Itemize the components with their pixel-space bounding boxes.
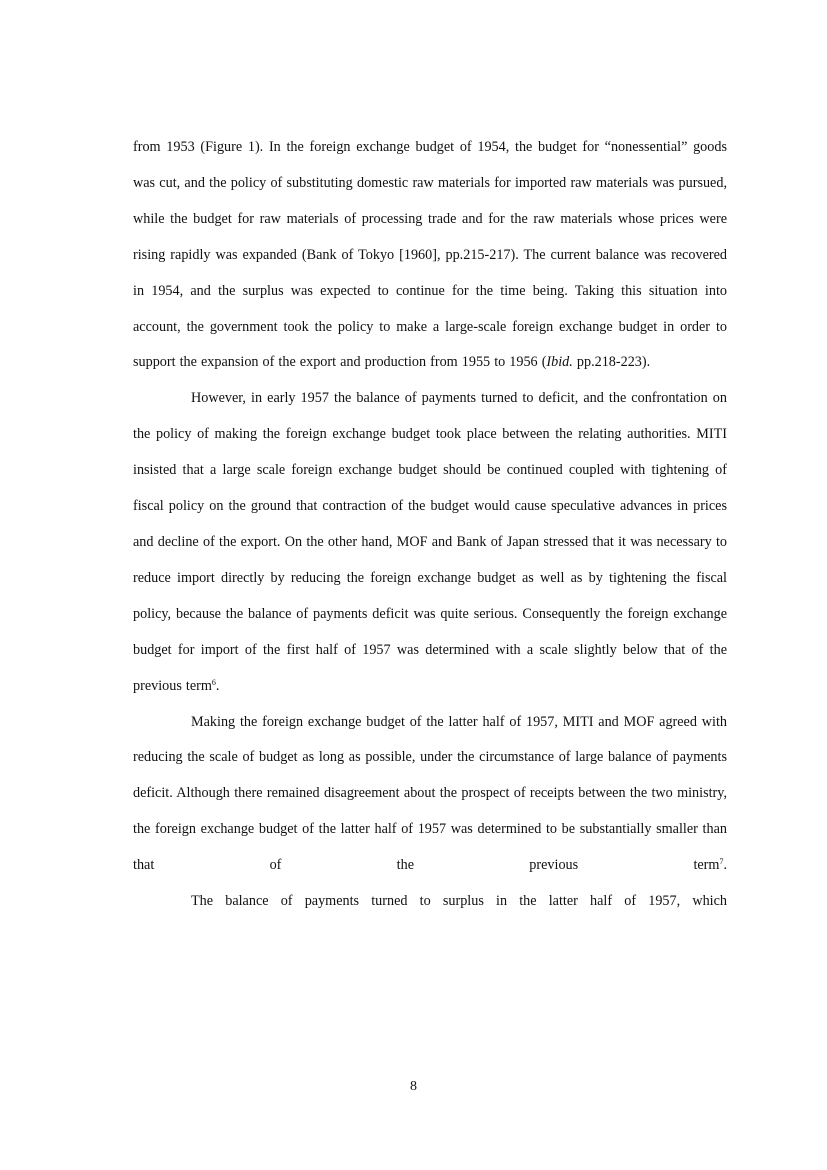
page-number: 8 [410, 1079, 417, 1094]
paragraph-3-text-b: . [723, 857, 727, 874]
paragraph-2-text-b: . [215, 677, 220, 694]
footnote-ref-7: 7 [719, 857, 724, 867]
ibid-citation: Ibid. [546, 354, 573, 371]
paragraph-1-text-b: pp.218-223). [572, 354, 651, 371]
paragraph-3-text-a: Making the foreign exchange budget of the latter half of 1957, MITI and MOF agreed with reducing the scale of budget as long as possible, under the circumstance of large balance of payments deficit. Although there remained disagreement about the prospect of receipts between the two ministry, the foreign exchange budget of the latter half of 1957 was determined to be substantially smaller than that of the previous term [133, 713, 727, 874]
footnote-ref-6: 6 [211, 677, 216, 687]
paragraph-3 [133, 705, 727, 885]
paragraph-4 [133, 884, 727, 920]
paragraph-2 [133, 381, 727, 704]
paragraph-1-text-a: from 1953 (Figure 1). In the foreign exchange budget of 1954, the budget for “nonessential” goods was cut, and the policy of substituting domestic raw materials for imported raw materials was pursued, while the budget for raw materials of processing trade and for the raw materials whose prices were rising rapidly was expanded (Bank of Tokyo [1960], pp.215-217). The current balance was recovered in 1954, and the surplus was expected to continue for the time being. Taking this situation into account, the government took the policy to make a large-scale foreign exchange budget in order to support the expansion of the export and production from 1955 to 1956 ( [133, 139, 727, 371]
body-text [133, 130, 727, 920]
paragraph-4-text: The balance of payments turned to surplus in the latter half of 1957, which [191, 893, 727, 910]
paragraph-2-text-a: However, in early 1957 the balance of payments turned to deficit, and the confrontation on the policy of making the foreign exchange budget took place between the relating authorities. MITI insisted that a large scale foreign exchange budget should be continued coupled with tightening of fiscal policy on the ground that contraction of the budget would cause speculative advances in prices and decline of the export. On the other hand, MOF and Bank of Japan stressed that it was necessary to reduce import directly by reducing the foreign exchange budget as well as by tightening the fiscal policy, because the balance of payments deficit was quite serious. Consequently the foreign exchange budget for import of the first half of 1957 was determined with a scale slightly below that of the previous term [133, 390, 727, 694]
paragraph-1 [133, 130, 727, 381]
